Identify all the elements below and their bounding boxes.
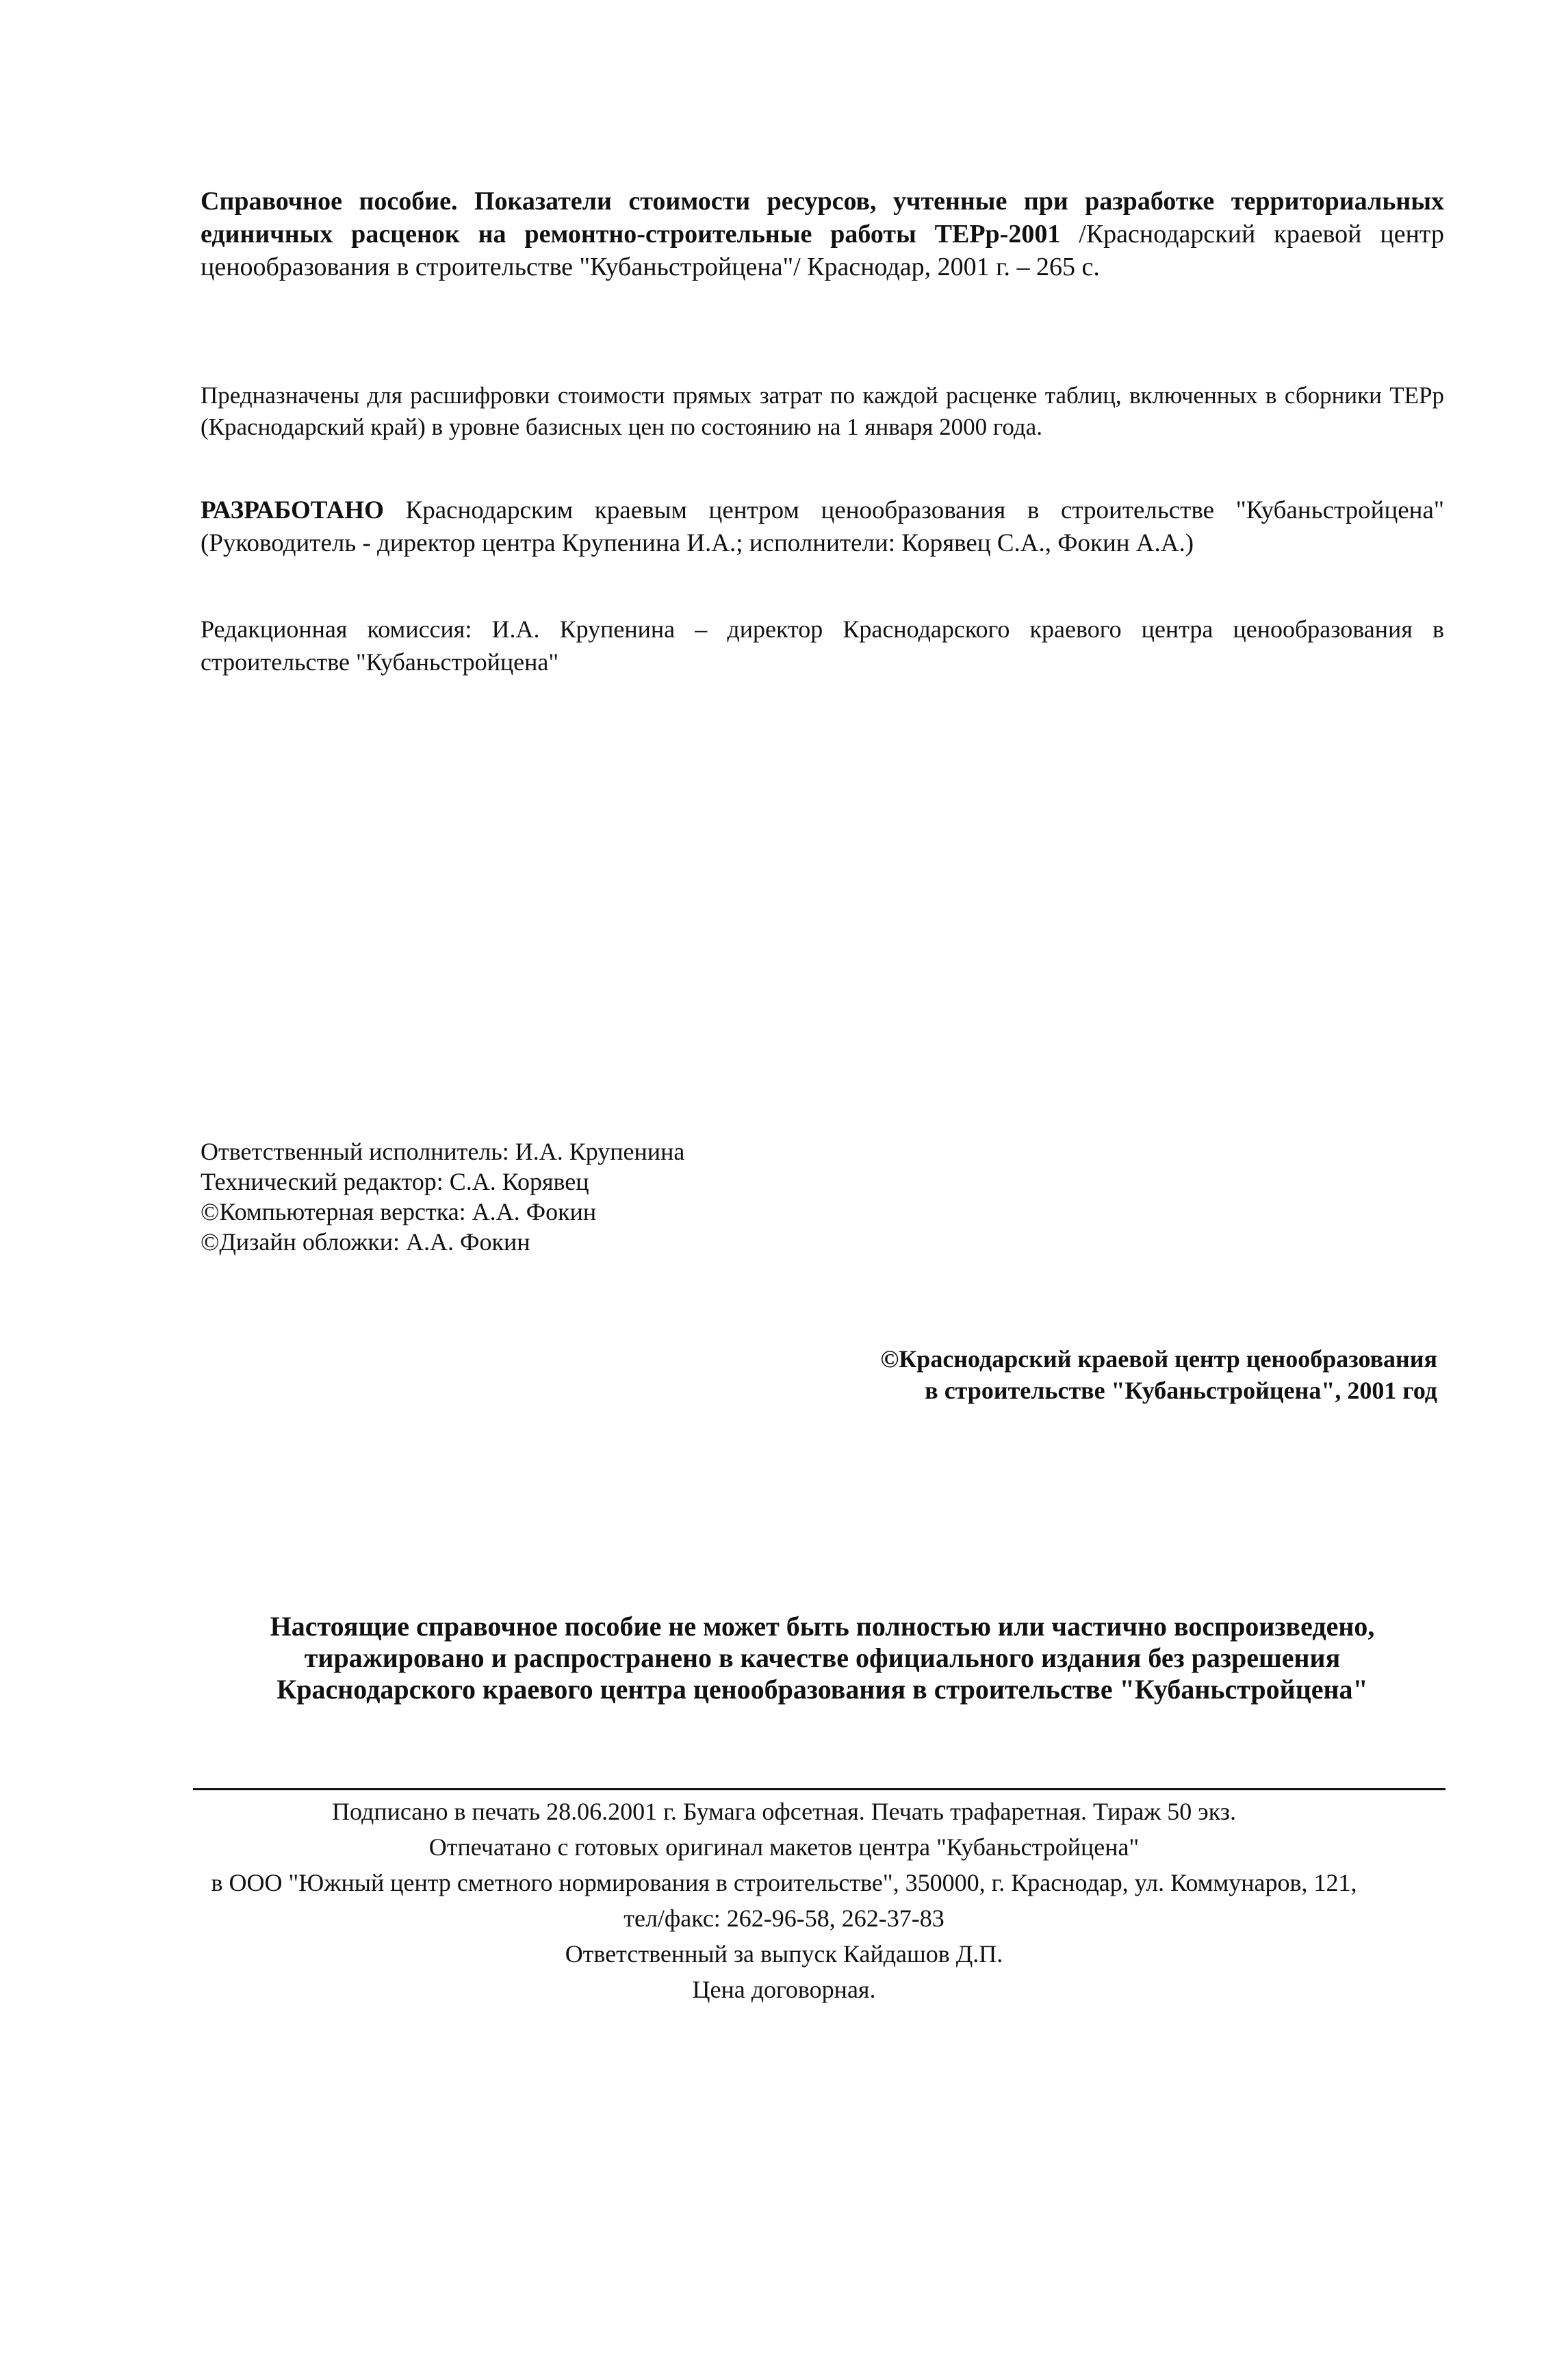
purpose-paragraph: Предназначены для расшифровки стоимости прямых затрат по каждой расценке таблиц, включенных в сборники ТЕРр (Краснодарский край) в уровне базисных цен по состоянию на 1 января 2000 года. [201,382,1444,440]
credit-line: ©Компьютерная верстка: А.А. Фокин [201,1198,597,1225]
title-publisher: /Краснодарский краевой центр ценообразования в строительстве "Кубаньстройцена"/ Краснодар, 2001 г. – 265 с. [201,220,1444,281]
credits-list [201,1136,684,1257]
imprint-line: Цена договорная. [692,1976,876,2003]
copyright-block [616,1343,1437,1406]
title-bold: Справочное пособие. Показатели стоимости ресурсов, учтенные при разработке территориальных единичных расценок на ремонтно-строительные работы ТЕРр-2001 [201,187,1444,249]
imprint-line: Ответственный за выпуск Кайдашов Д.П. [565,1940,1003,1968]
credit-line: Ответственный исполнитель: И.А. Крупенина [201,1138,685,1165]
imprint-divider [193,1788,1445,1790]
imprint-line: Подписано в печать 28.06.2001 г. Бумага офсетная. Печать трафаретная. Тираж 50 экз. [332,1798,1236,1825]
credit-line: ©Дизайн обложки: А.А. Фокин [201,1228,530,1256]
developed-label: РАЗРАБОТАНО [201,496,384,524]
copyright-line: в строительстве "Кубаньстройцена", 2001 год [925,1377,1437,1404]
developed-text: Краснодарским краевым центром ценообразования в строительстве "Кубаньстройцена" (Руководитель - директор центра Крупенина И.А.; исполнители: Корявец С.А., Фокин А.А.) [201,496,1444,557]
bibliographic-title [201,185,1444,283]
imprint-line: Отпечатано с готовых оригинал макетов центра "Кубаньстройцена" [428,1833,1140,1861]
imprint-line: в ООО "Южный центр сметного нормирования в строительстве", 350000, г. Краснодар, ул. Коммунаров, 121, [211,1869,1357,1896]
imprint-block [137,1794,1431,2007]
imprint-line: тел/факс: 262-96-58, 262-37-83 [624,1905,944,1932]
credit-line: Технический редактор: С.А. Корявец [201,1168,589,1195]
editorial-board: Редакционная комиссия: И.А. Крупенина – директор Краснодарского краевого центра ценообразования в строительстве "Кубаньстройцена" [201,615,1444,676]
developed-by-paragraph [201,494,1444,560]
notice-line: Настоящие справочное пособие не может быть полностью или частично воспроизведено, [270,1611,1375,1642]
copyright-line: ©Краснодарский краевой центр ценообразования [880,1345,1437,1373]
notice-line: Краснодарского краевого центра ценообразования в строительстве "Кубаньстройцена" [277,1674,1368,1705]
notice-line: тиражировано и распространено в качестве официального издания без разрешения [304,1642,1341,1673]
reproduction-notice [201,1611,1444,1705]
